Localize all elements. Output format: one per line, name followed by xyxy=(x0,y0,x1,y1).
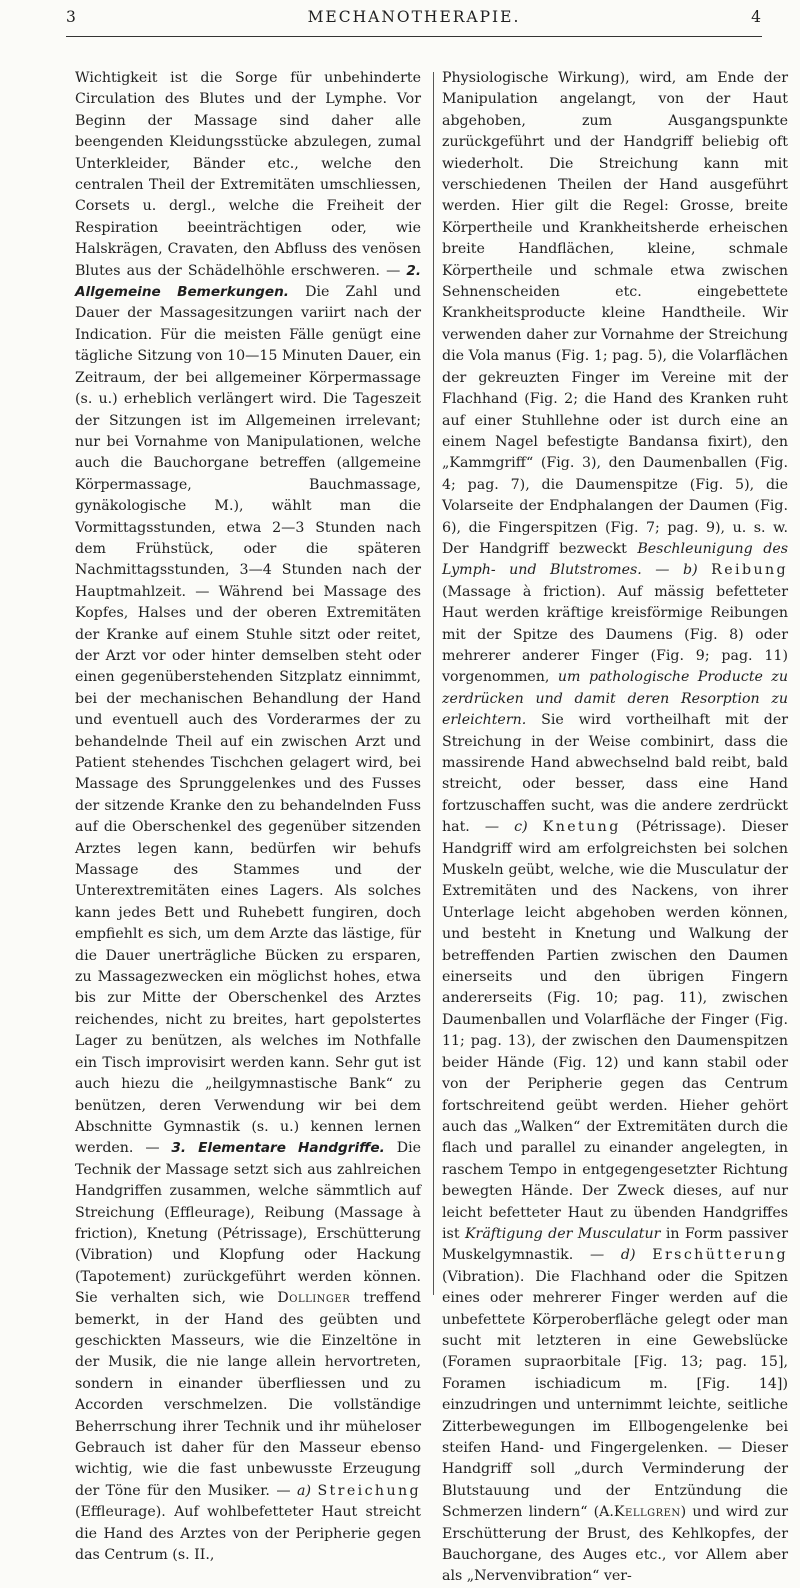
body-text: in Form passiver Muskelgymnastik. xyxy=(442,1225,788,1264)
emphasis-text: Beschleunigung des Lymph- und Blutstromes. xyxy=(442,540,788,579)
right-paragraph xyxy=(442,68,788,1588)
item-term: Knetung xyxy=(542,819,621,836)
left-column xyxy=(75,68,421,1566)
page-number-left: 3 xyxy=(66,8,77,26)
page-number-right: 4 xyxy=(751,8,762,26)
body-text: Sie wird vortheilhaft mit der Streichung in der Weise combinirt, dass die massirende Hand abwechselnd bald reibt, bald streicht, oder besser, dass eine Hand fortzuschaffen sucht, was die andere zerdrückt hat. xyxy=(442,712,789,836)
body-text: (Pétrissage). Dieser Handgriff wird am erfolgreichsten bei solchen Muskeln geübt, welche, wie die Musculatur der Extremitäten und des Nackens, von ihrer Unterlage leicht abgehoben werden können, und besteht in Knetung und Walkung der betreffenden Partien zwischen den Daumen einerseits und den übrigen Fingern andererseits (Fig. 10; pag. 11), zwischen Daumenballen und Volarfläche der Finger (Fig. 11; pag. 13), der zwischen den Daumenspitzen beider Hände (Fig. 12) und kann stabil oder von der Peripherie gegen das Centrum fortschreitend geübt werden. Hieher gehört auch das „Walken“ der Extremitäten durch die flach und parallel zu einander angelegten, in raschem Tempo in entgegengesetzter Richtung bewegten Hände. Der Zweck dieses, auf nur leicht befetteter Haut zu übenden Handgriffes ist xyxy=(442,819,789,1242)
body-text: Wichtigkeit ist die Sorge für unbehinderte Circulation des Blutes und der Lymphe. Vor Beginn der Massage sind daher alle beengenden Kleidungsstücke abzulegen, zumal Unterkleider, Bänder etc., welche den centralen Theil der Extremitäten umschliessen, Corsets u. dergl., welche die Freiheit der Respiration beeinträchtigen oder, wie Halskrägen, Cravaten, den Abfluss des venösen Blutes aus der Schädelhöhle erschweren. — xyxy=(75,70,421,279)
emphasis-text: Kräftigung der Musculatur xyxy=(464,1225,661,1242)
author-name: Kellgren xyxy=(613,1504,681,1521)
item-label: a) xyxy=(297,1482,311,1499)
item-term: Streichung xyxy=(317,1482,422,1499)
body-text: (Massage à friction). Auf mässig befetteter Haut werden kräftige kreisförmige Reibungen mit der Spitze des Daumens (Fig. 8) oder mehrerer anderer Finger (Fig. 9; pag. 11) vorgenommen, xyxy=(442,583,788,686)
item-label: — c) xyxy=(484,819,528,836)
body-text: Physiologische Wirkung), wird, am Ende der Manipulation angelangt, von der Haut abgehoben, zum Ausgangspunkte zurückgeführt und der Handgriff beliebig oft wiederholt. Die Streichung kann mit verschiedenen Theilen der Hand ausgeführt werden. Hier gilt die Regel: Grosse, breite Körpertheile und Krankheitsherde erheischen breite Handflächen, kleine, schmale Körpertheile und schmale etwa zwischen Sehnenscheiden etc. eingebettete Krankheitsproducte kleine Handtheile. Wir verwenden daher zur Vornahme der Streichung die Vola manus (Fig. 1; pag. 5), die Volarflächen der gekreuzten Finger im Vereine mit der Flachhand (Fig. 2; die Hand des Kranken ruht auf einer Stuhllehne oder ist durch eine an einem Nagel befestigte Bandansa fixirt), den „Kammgriff“ (Fig. 3), den Daumenballen (Fig. 4; pag. 7), die Daumenspitze (Fig. 5), die Volarseite der Endphalangen der Daumen (Fig. 6), die Fingerspitzen (Fig. 7; pag. 9), u. s. w. Der Handgriff bezweckt xyxy=(442,70,788,557)
author-name: Dollinger xyxy=(277,1290,351,1307)
page-header xyxy=(66,8,762,32)
item-term: Erschütterung xyxy=(652,1247,788,1264)
body-text: (Vibration). Die Flachhand oder die Spitzen eines oder mehrerer Finger werden auf die unbefettete Körperoberfläche gelegt oder man sucht mit letzteren in eine Gewebslücke (Foramen supraorbitale [Fig. 13; pag. 15], Foramen ischiadicum m. [Fig. 14]) einzudringen und unternimmt leichte, seitliche Zitterbewegungen im Ellbogengelenke bei steifen Hand- und Fingergelenken. — Dieser Handgriff soll „durch Verminderung der Blutstauung und der Entzündung die Schmerzen lindern“ (A. xyxy=(442,1268,788,1521)
item-label: — d) xyxy=(589,1247,636,1264)
emphasis-text: um pathologische Producte zu zerdrücken und damit deren Resorption zu erleichtern. xyxy=(442,669,789,729)
left-paragraph xyxy=(75,68,421,1566)
right-column xyxy=(442,68,788,1588)
column-divider xyxy=(433,72,434,1295)
item-label: — b) xyxy=(655,562,698,579)
section-heading-3: 3. Elementare Handgriffe. xyxy=(171,1140,385,1157)
body-text: ) und wird zur Erschütterung der Brust, des Kehlkopfes, der Bauchorgane, des Auges etc., vor Allem aber als „Nervenvibration“ ver- xyxy=(442,1504,788,1585)
body-text: Die Zahl und Dauer der Massagesitzungen variirt nach der Indication. Für die meisten Fälle genügt eine tägliche Sitzung von 10—15 Minuten Dauer, ein Zeitraum, der bei allgemeiner Körpermassage (s. u.) erheblich verlängert wird. Die Tageszeit der Sitzungen ist im Allgemeinen irrelevant; nur bei Vornahme von Manipulationen, welche auch die Bauchorgane betreffen (allgemeine Körpermassage, Bauchmassage, gynäkologische M.), wählt man die Vormittagsstunden, etwa 2—3 Stunden nach dem Frühstück, oder die späteren Nachmittagsstunden, 3—4 Stunden nach der Hauptmahlzeit. — Während bei Massage des Kopfes, Halses und der oberen Extremitäten der Kranke auf einem Stuhle sitzt oder reitet, der Arzt vor oder hinter demselben steht oder einen gegenüberstehenden Sitzplatz einnimmt, bei der mechanischen Behandlung der Hand und eventuell auch des Vorderarmes der zu behandelnde Theil auf ein zwischen Arzt und Patient stehendes Tischchen gelagert wird, bei Massage des Sprunggelenkes und des Fusses der sitzende Kranke den zu behandelnden Fuss auf die Oberschenkel des gegenüber sitzenden Arztes legen kann, bedürfen wir behufs Massage des Stammes und der Unterextremitäten eines Lagers. Als solches kann jedes Bett und Ruhebett fungiren, doch empfiehlt es sich, um dem Arzte das lästige, für die Dauer unerträgliche Bücken zu ersparen, zu Massagezwecken ein möglichst hohes, etwa bis zur Mitte der Oberschenkel des Arztes reichendes, nicht zu breites, hart gepolstertes Lager zu benützen, als welches im Nothfalle ein Tisch improvisirt werden kann. Sehr gut ist auch hiezu die „heilgymnastische Bank“ zu benützen, deren Verwendung wir bei dem Abschnitte Gymnastik (s. u.) kennen lernen werden. — xyxy=(75,284,421,1157)
header-rule xyxy=(66,36,762,37)
body-text: Die Technik der Massage setzt sich aus zahlreichen Handgriffen zusammen, welche sämmtlich auf Streichung (Effleurage), Reibung (Massage à friction), Knetung (Pétrissage), Erschütterung (Vibration) und Klopfung oder Hackung (Tapotement) zurückgeführt werden können. Sie verhalten sich, wie xyxy=(75,1140,422,1307)
item-term: Reibung xyxy=(711,562,788,579)
section-heading-2: 2. Allgemeine Bemerkungen. xyxy=(75,262,421,301)
body-text: treffend bemerkt, in der Hand des geübten und geschickten Masseurs, wie die Einzeltöne in der Musik, die nie lange allein hervortreten, sondern in einander überfliessen und zu Accorden verschmelzen. Die vollständige Beherrschung ihrer Technik und ihr müheloser Gebrauch ist daher für den Masseur ebenso wichtig, wie die fast unbewusste Erzeugung der Töne für den Musiker. — xyxy=(75,1290,421,1499)
running-title: MECHANOTHERAPIE. xyxy=(307,8,521,26)
body-text: (Effleurage). Auf wohlbefetteter Haut streicht die Hand des Arztes von der Peripherie gegen das Centrum (s. II., xyxy=(75,1504,421,1564)
